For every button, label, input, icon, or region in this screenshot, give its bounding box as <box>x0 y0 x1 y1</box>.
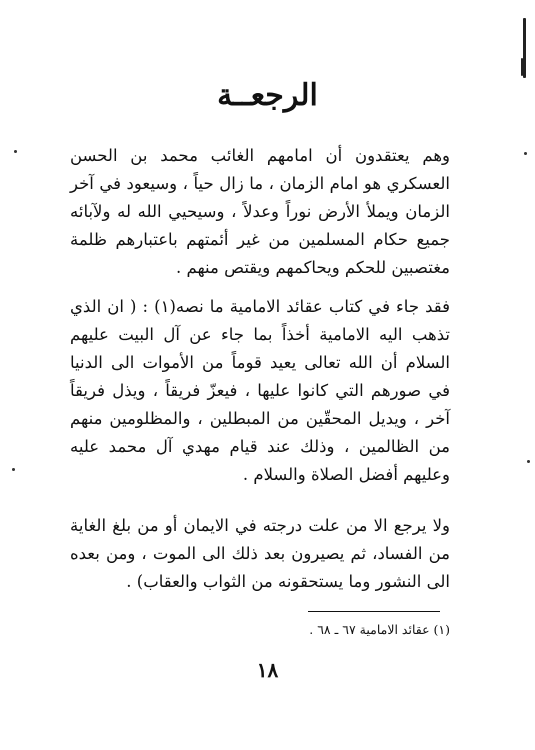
footnote-divider <box>308 611 440 612</box>
paragraph-1: وهم يعتقدون أن امامهم الغائب محمد بن الحسن العسكري هو امام الزمان ، ما زال حياً ، وسيعود في آخر الزمان ويملأ الأرض نوراً وعدلاً ، وسيحيي الله له ولآبائه جميع حكام المسلمين من غير أئمتهم باعتبارهم ظلمة مغتصبين للحكم ويحاكمهم ويقتص منهم . <box>70 146 450 277</box>
scan-speck <box>12 468 15 471</box>
binding-edge-mark <box>523 18 526 78</box>
paragraph-2: فقد جاء في كتاب عقائد الامامية ما نصه(١) : ( ان الذي تذهب اليه الامامية أخذاً بما جاء عن آل البيت عليهم السلام أن الله تعالى يعيد قوماً من الأموات الى الدنيا في صورهم التي كانوا عليها ، فيعزّ فريقاً ، ويذل فريقاً آخر ، ويديل المحقّين من المبطلين ، والمظلومين منهم من الظالمين ، وذلك عند قيام مهدي آل محمد عليه وعليهم أفضل الصلاة والسلام . <box>70 297 450 484</box>
scan-speck <box>14 150 17 153</box>
paragraph-3: ولا يرجع الا من علت درجته في الايمان أو من بلغ الغاية من الفساد، ثم يصيرون بعد ذلك الى الموت ، ومن بعده الى النشور وما يستحقونه من الثواب والعقاب) . <box>70 516 450 591</box>
chapter-title: الرجعــة <box>217 78 318 113</box>
binding-edge-mark-small <box>521 58 523 76</box>
page-number: ١٨ <box>256 658 279 682</box>
scan-speck <box>527 460 530 463</box>
footnote: (١) عقائد الامامية ٦٧ ـ ٦٨ . <box>309 622 450 637</box>
scan-speck <box>524 152 527 155</box>
